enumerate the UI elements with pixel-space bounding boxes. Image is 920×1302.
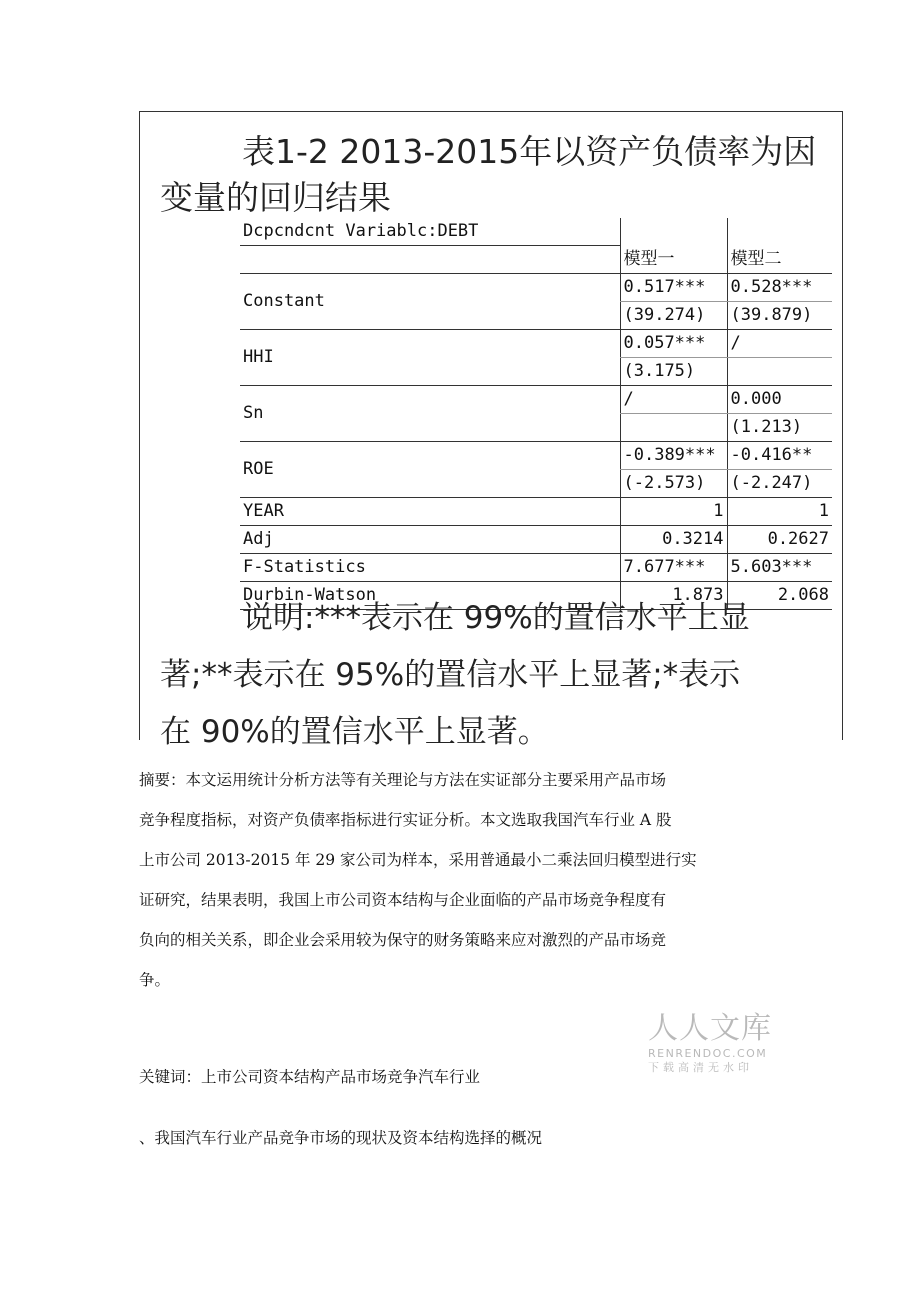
row-label: Sn xyxy=(240,386,620,442)
tstat-cell xyxy=(620,414,727,442)
row-label: Durbin-Watson xyxy=(240,582,620,610)
abstract-line: 摘要：本文运用统计分析方法等有关理论与方法在实证部分主要采用产品市场 xyxy=(139,771,667,789)
empty-cell xyxy=(727,218,832,246)
row-label: Constant xyxy=(240,274,620,330)
scanned-table-image xyxy=(139,111,843,750)
table-row xyxy=(240,330,832,358)
table-row xyxy=(240,274,832,302)
note-line3: 在 90%的置信水平上显著。 xyxy=(160,714,549,750)
watermark-cn: 人人文库 xyxy=(648,1011,772,1046)
empty-cell xyxy=(240,246,620,274)
coef-cell: / xyxy=(727,330,832,358)
coef-cell: / xyxy=(620,386,727,414)
value-cell: 1 xyxy=(727,498,832,526)
row-label: Adj xyxy=(240,526,620,554)
tstat-cell: (39.274) xyxy=(620,302,727,330)
tstat-cell: (-2.247) xyxy=(727,470,832,498)
dependent-variable-label: Dcpcndcnt Variablc:DEBT xyxy=(240,218,620,246)
watermark-en: RENRENDOC.COM xyxy=(648,1047,768,1060)
header-model-1: 模型一 xyxy=(620,246,727,274)
value-cell: 0.2627 xyxy=(727,526,832,554)
coef-cell: 0.057*** xyxy=(620,330,727,358)
empty-cell xyxy=(620,218,727,246)
abstract-line: 证研究，结果表明，我国上市公司资本结构与企业面临的产品市场竞争程度有 xyxy=(139,891,667,909)
value-cell: 0.3214 xyxy=(620,526,727,554)
abstract-line: 上市公司 2013-2015 年 29 家公司为样本，采用普通最小二乘法回归模型进行实 xyxy=(139,851,697,869)
coef-cell: 0.517*** xyxy=(620,274,727,302)
note-line2: 著;**表示在 95%的置信水平上显著;*表示 xyxy=(160,657,741,693)
table-header-row xyxy=(240,246,832,274)
value-cell: 7.677*** xyxy=(620,554,727,582)
table-row xyxy=(240,554,832,582)
tstat-cell xyxy=(727,358,832,386)
table-title-line1: 表1-2 2013-2015年以资产负债率为因 xyxy=(242,132,817,171)
table-title-line2: 变量的回归结果 xyxy=(160,178,391,217)
coef-cell: 0.528*** xyxy=(727,274,832,302)
value-cell: 1.873 xyxy=(620,582,727,610)
abstract-line: 竞争程度指标，对资产负债率指标进行实证分析。本文选取我国汽车行业 A 股 xyxy=(139,811,672,829)
table-row xyxy=(240,386,832,414)
regression-table xyxy=(240,218,832,610)
tstat-cell: (3.175) xyxy=(620,358,727,386)
coef-cell: -0.416** xyxy=(727,442,832,470)
note-line1: 说明:***表示在 99%的置信水平上显 xyxy=(242,600,750,636)
table-row xyxy=(240,526,832,554)
table-row xyxy=(240,218,832,246)
value-cell: 2.068 xyxy=(727,582,832,610)
row-label: ROE xyxy=(240,442,620,498)
row-label: F-Statistics xyxy=(240,554,620,582)
coef-cell: -0.389*** xyxy=(620,442,727,470)
section-heading: 、我国汽车行业产品竞争市场的现状及资本结构选择的概况 xyxy=(139,1129,543,1147)
value-cell: 1 xyxy=(620,498,727,526)
watermark-sub: 下载高清无水印 xyxy=(648,1061,753,1074)
value-cell: 5.603*** xyxy=(727,554,832,582)
tstat-cell: (39.879) xyxy=(727,302,832,330)
row-label: HHI xyxy=(240,330,620,386)
abstract-line: 争。 xyxy=(139,971,171,989)
table-row xyxy=(240,442,832,470)
tstat-cell: (1.213) xyxy=(727,414,832,442)
significance-note xyxy=(160,590,840,761)
watermark-logo xyxy=(648,1011,778,1075)
abstract-paragraph xyxy=(139,760,799,1000)
table-row xyxy=(240,498,832,526)
coef-cell: 0.000 xyxy=(727,386,832,414)
tstat-cell: (-2.573) xyxy=(620,470,727,498)
row-label: YEAR xyxy=(240,498,620,526)
header-model-2: 模型二 xyxy=(727,246,832,274)
abstract-line: 负向的相关关系，即企业会采用较为保守的财务策略来应对激烈的产品市场竞 xyxy=(139,931,667,949)
keywords-line: 关键词：上市公司资本结构产品市场竞争汽车行业 xyxy=(139,1068,481,1086)
